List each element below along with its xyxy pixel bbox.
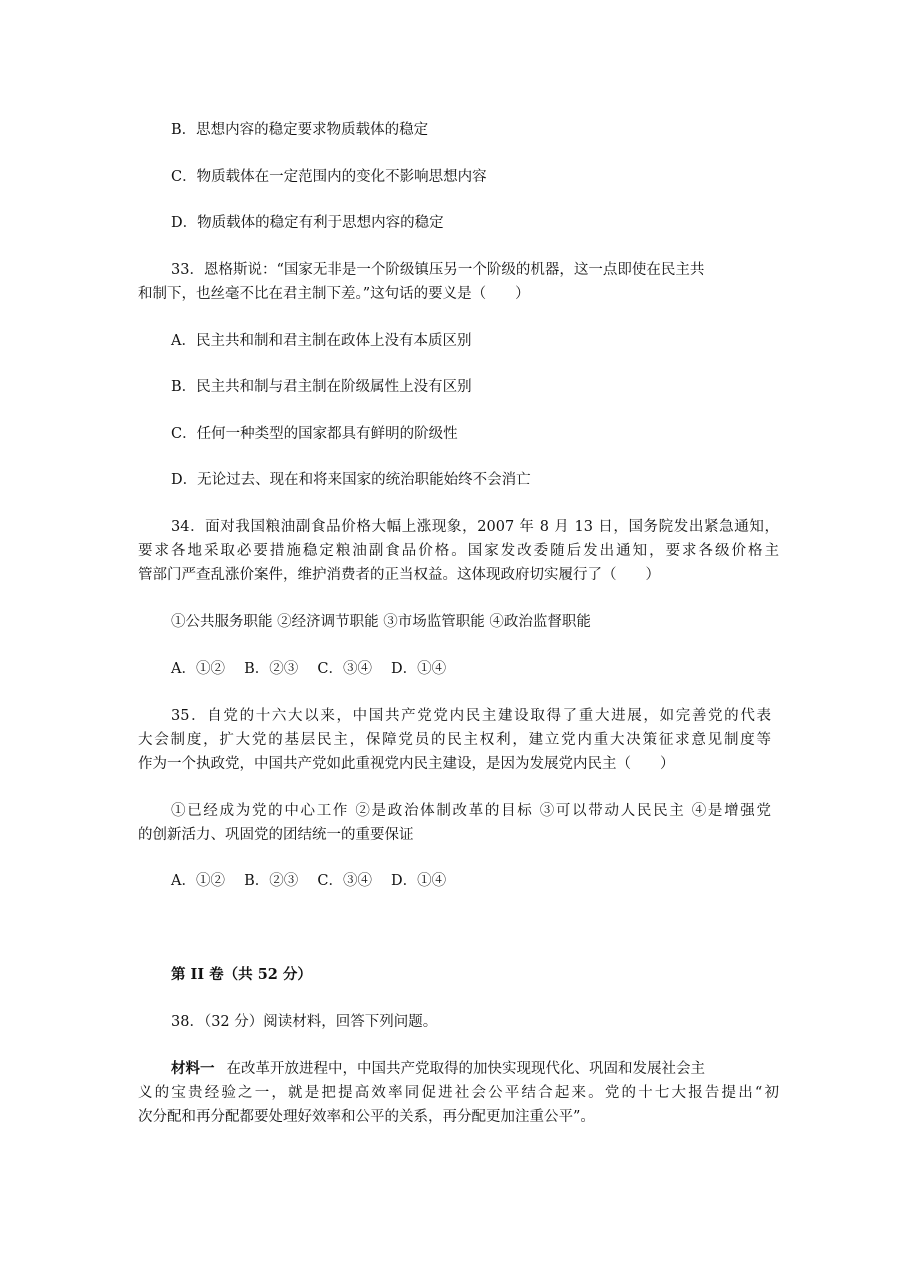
q35-stem-line-1: 35．自党的十六大以来，中国共产党党内民主建设取得了重大进展，如完善党的代表 [171, 708, 771, 724]
q35-stem-line-3: 作为一个执政党，中国共产党如此重视党内民主建设，是因为发展党内民主（ ） [138, 756, 675, 772]
q33-option-d: D．无论过去、现在和将来国家的统治职能始终不会消亡 [171, 472, 531, 488]
q34-stem-line-2: 要求各地采取必要措施稳定粮油副食品价格。国家发改委随后发出通知，要求各级价格主 [138, 543, 779, 559]
q38-material-line-2: 义的宝贵经验之一，就是把提高效率同促进社会公平结合起来。党的十七大报告提出“初 [138, 1085, 779, 1101]
q38-material-line-1 [171, 1058, 779, 1080]
q33-option-a: A．民主共和制和君主制在政体上没有本质区别 [171, 333, 472, 349]
q34-stem-line-3: 管部门严查乱涨价案件，维护消费者的正当权益。这体现政府切实履行了（ ） [138, 567, 660, 583]
q32-option-c: C．物质载体在一定范围内的变化不影响思想内容 [171, 169, 487, 185]
q33-option-b: B．民主共和制与君主制在阶级属性上没有区别 [171, 379, 472, 395]
q33-stem-line-1: 33．恩格斯说：“国家无非是一个阶级镇压另一个阶级的机器，这一点即使在民主共 [171, 262, 705, 278]
q38-stem: 38．（32 分）阅读材料，回答下列问题。 [171, 1014, 438, 1030]
q35-items-line-1: ①已经成为党的中心工作 ②是政治体制改革的目标 ③可以带动人民民主 ④是增强党 [171, 803, 771, 819]
q34-stem-line-1: 34．面对我国粮油副食品价格大幅上涨现象，2007 年 8 月 13 日，国务院发出紧急通知， [171, 519, 779, 535]
q32-option-d: D．物质载体的稳定有利于思想内容的稳定 [171, 215, 444, 231]
q35-items-line-2: 的创新活力、巩固党的团结统一的重要保证 [138, 827, 414, 843]
q35-stem-line-2: 大会制度，扩大党的基层民主，保障党员的民主权利，建立党内重大决策征求意见制度等 [138, 732, 771, 748]
q33-stem-line-2: 和制下，也丝毫不比在君主制下差。”这句话的要义是（ ） [138, 286, 530, 302]
q38-material-line-3: 次分配和再分配都要处理好效率和公平的关系，再分配更加注重公平”。 [138, 1109, 595, 1125]
section-2-title: 第 II 卷（共 52 分） [171, 966, 312, 983]
material-one-label: 材料一 [171, 1060, 215, 1077]
q32-option-b: B．思想内容的稳定要求物质载体的稳定 [171, 122, 429, 138]
q34-choices: A．①② B．②③ C．③④ D．①④ [171, 661, 447, 677]
q34-items: ①公共服务职能 ②经济调节职能 ③市场监管职能 ④政治监督职能 [171, 614, 591, 630]
material-one-text: 在改革开放进程中，中国共产党取得的加快实现现代化、巩固和发展社会主 [226, 1061, 705, 1077]
q35-choices: A．①② B．②③ C．③④ D．①④ [171, 873, 447, 889]
q33-option-c: C．任何一种类型的国家都具有鲜明的阶级性 [171, 426, 458, 442]
